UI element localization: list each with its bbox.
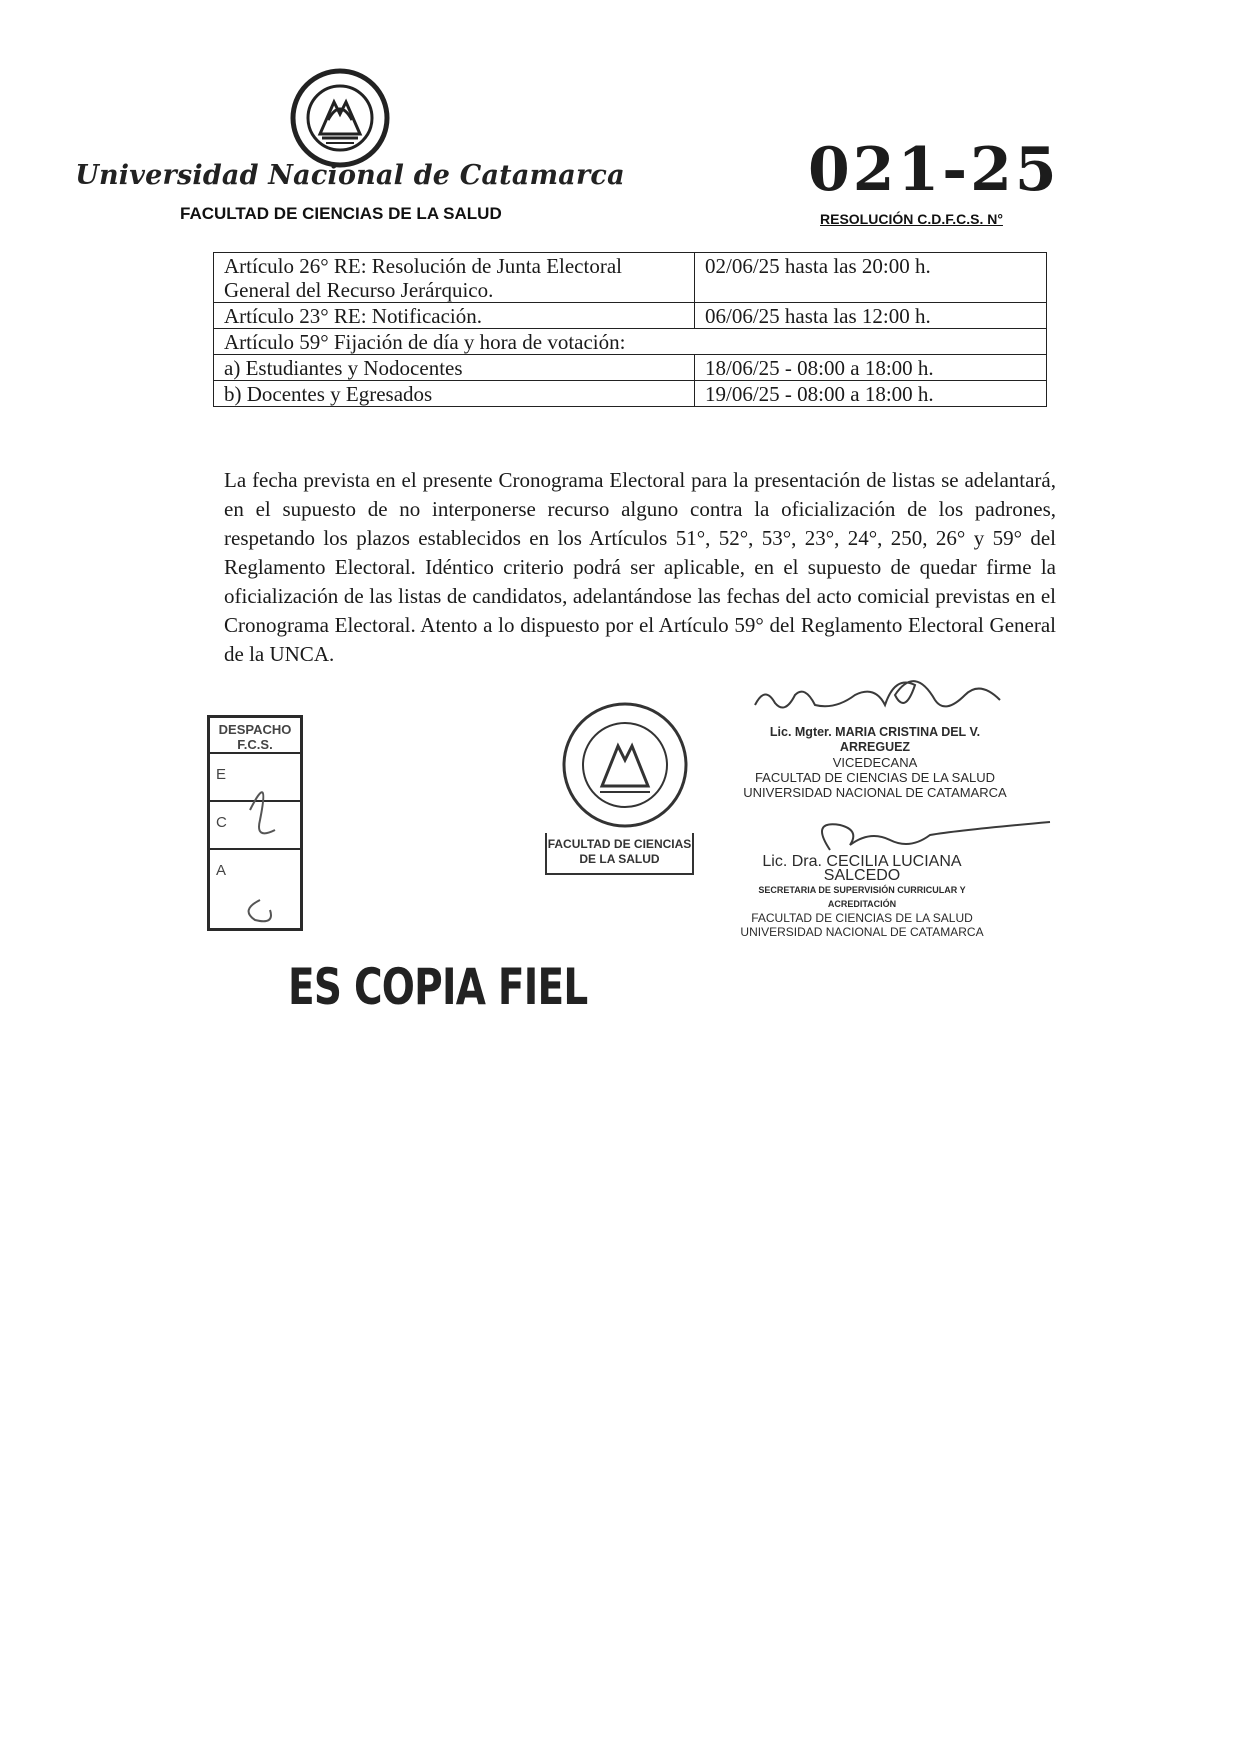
signatory-faculty: FACULTAD DE CIENCIAS DE LA SALUD xyxy=(751,911,973,925)
table-cell: Artículo 59° Fijación de día y hora de votación: xyxy=(214,329,1047,355)
table-cell: 06/06/25 hasta las 12:00 h. xyxy=(695,303,1047,329)
seal-label xyxy=(545,833,694,875)
seal-label-line: DE LA SALUD xyxy=(579,852,660,866)
table-cell: 02/06/25 hasta las 20:00 h. xyxy=(695,253,1047,303)
signatory-title: VICEDECANA xyxy=(832,755,918,770)
signatory-university: UNIVERSIDAD NACIONAL DE CATAMARCA xyxy=(743,785,1007,800)
despacho-subtitle: F.C.S. xyxy=(237,737,273,752)
despacho-row: C xyxy=(210,800,300,848)
university-logo xyxy=(290,68,390,168)
table-row xyxy=(214,355,1047,381)
schedule-table xyxy=(213,252,1047,407)
table-cell: 18/06/25 - 08:00 a 18:00 h. xyxy=(695,355,1047,381)
signature-scribble-icon xyxy=(745,655,1010,735)
copia-fiel-stamp: ES COPIA FIEL xyxy=(288,958,588,1016)
table-cell: Artículo 26° RE: Resolución de Junta Electoral General del Recurso Jerárquico. xyxy=(214,253,695,303)
despacho-title: DESPACHO xyxy=(218,722,292,737)
table-row xyxy=(214,253,1047,303)
initials-scribble-icon xyxy=(230,770,310,930)
table-row xyxy=(214,329,1047,355)
faculty-seal xyxy=(560,700,690,830)
body-paragraph: La fecha prevista en el presente Cronograma Electoral para la presentación de listas se adelantará, en el supuesto de no interponerse recurso alguno contra la oficialización de los padrones, respetando los plazos establecidos en los Artículos 51°, 52°, 53°, 23°, 24°, 250, 26° y 59° del Reglamento Electoral. Idéntico criterio podrá ser aplicable, en el supuesto de quedar firme la oficialización de las listas de candidatos, adelantándose las fechas del acto comicial previstas en el Cronograma Electoral. Atento a lo dispuesto por el Artículo 59° del Reglamento Electoral General de la UNCA. xyxy=(224,468,1056,666)
table-cell: b) Docentes y Egresados xyxy=(214,381,695,407)
signature-block-secretaria xyxy=(728,855,996,939)
resolution-number: 021-25 xyxy=(808,135,1060,205)
signatory-role: SECRETARIA DE SUPERVISIÓN CURRICULAR Y ACREDITACIÓN xyxy=(758,885,966,909)
table-cell: Artículo 23° RE: Notificación. xyxy=(214,303,695,329)
resolution-label: RESOLUCIÓN C.D.F.C.S. N° xyxy=(820,211,1003,227)
despacho-row: A xyxy=(210,848,300,896)
signature-block-vicedecana xyxy=(740,725,1010,800)
signatory-faculty: FACULTAD DE CIENCIAS DE LA SALUD xyxy=(754,770,996,785)
despacho-header xyxy=(210,718,300,752)
signatory-university: UNIVERSIDAD NACIONAL DE CATAMARCA xyxy=(740,925,984,939)
signatory-name: Lic. Dra. CECILIA LUCIANA SALCEDO xyxy=(762,853,962,884)
table-cell: 19/06/25 - 08:00 a 18:00 h. xyxy=(695,381,1047,407)
table-cell: a) Estudiantes y Nodocentes xyxy=(214,355,695,381)
signatory-name: Lic. Mgter. MARIA CRISTINA DEL V. ARREGUEZ xyxy=(769,725,981,754)
seal-label-line: FACULTAD DE CIENCIAS xyxy=(547,837,692,851)
table-row xyxy=(214,381,1047,407)
university-name: Universidad Nacional de Catamarca xyxy=(75,160,625,191)
despacho-row: E xyxy=(210,752,300,800)
faculty-name: FACULTAD DE CIENCIAS DE LA SALUD xyxy=(180,204,502,223)
table-row xyxy=(214,303,1047,329)
